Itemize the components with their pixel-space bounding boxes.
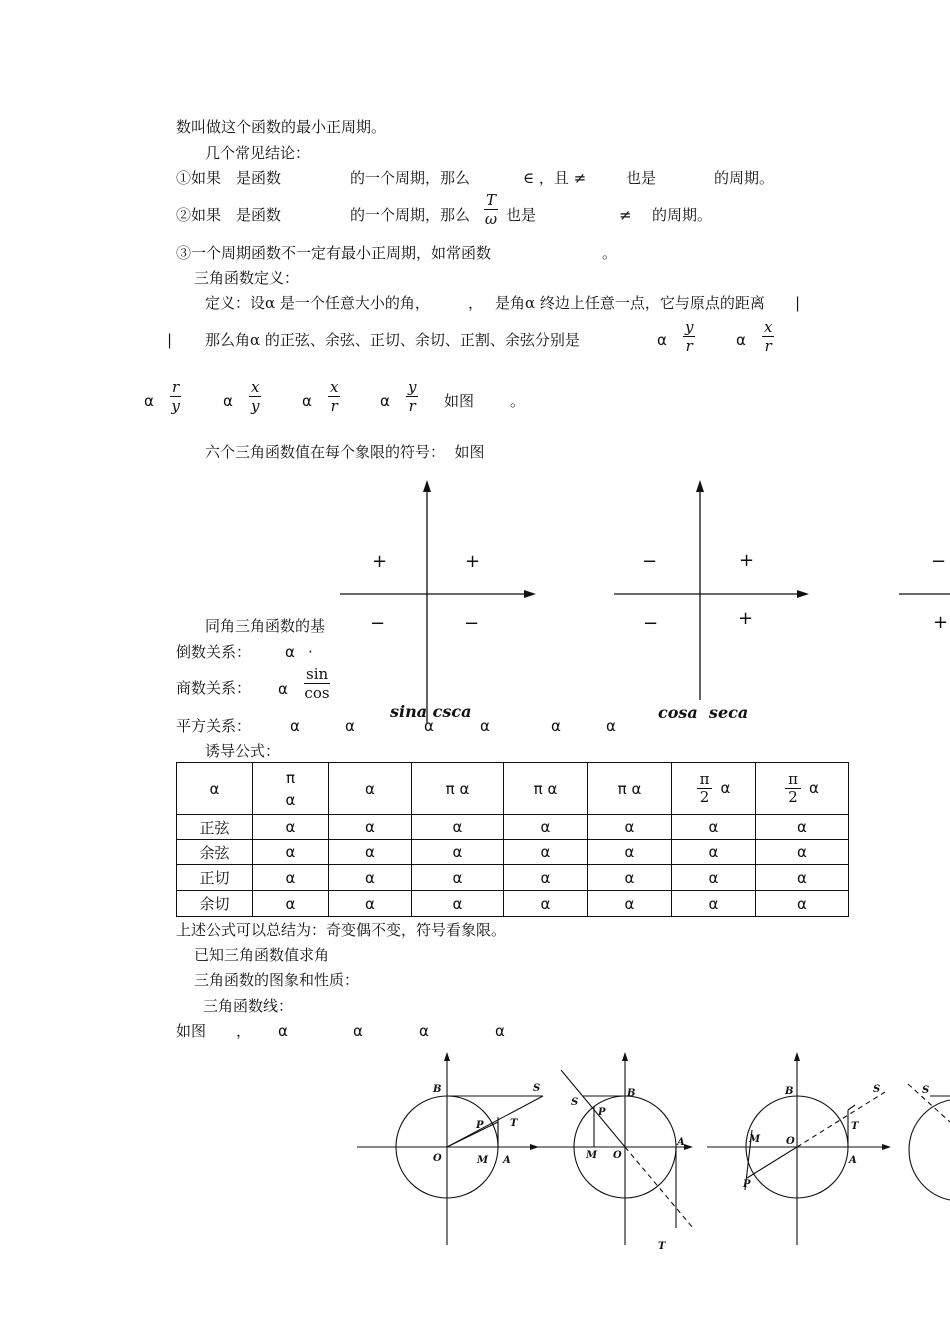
d3-label-S: S xyxy=(873,1084,881,1095)
chart1-q3-sign: − xyxy=(370,613,386,634)
table-cell: α xyxy=(504,891,588,917)
d1-label-O: O xyxy=(433,1153,442,1164)
d1-label-P: P xyxy=(476,1120,484,1131)
definition-a: 定义：设α 是一个任意大小的角， xyxy=(205,294,430,312)
conclusion-2-c: 也是 xyxy=(506,206,537,224)
d1-label-M: M xyxy=(477,1155,489,1166)
chart2-q4-sign: + xyxy=(738,608,754,629)
alpha-csc: α xyxy=(380,392,390,410)
definition-bar: | xyxy=(167,331,173,349)
trig-lines-figure: 如图 xyxy=(176,1022,207,1040)
table-header-cell: $\frac{\pi}{2}$ α xyxy=(756,763,849,815)
conclusion-1-c: ∈ ，且 ≠ xyxy=(523,169,587,187)
unit-circle-diagram-q1 xyxy=(355,1050,550,1250)
inverse-heading: 已知三角函数值求角 xyxy=(194,946,330,964)
conclusion-3-a: ③一个周期函数不一定有最小正周期，如常函数 xyxy=(176,244,492,262)
quadrant-chart-tan-cot xyxy=(895,478,950,728)
d2-label-T: T xyxy=(658,1241,666,1252)
d3-label-B: B xyxy=(785,1086,794,1097)
table-header-cell: α xyxy=(177,763,253,815)
quotient-relation: 商数关系： xyxy=(176,679,252,697)
square-alpha-3: α xyxy=(424,717,434,735)
chart3-q3-sign: + xyxy=(933,612,949,633)
chart2-q1-sign: + xyxy=(739,550,755,571)
table-row xyxy=(177,815,849,840)
table-cell: α xyxy=(253,865,329,891)
trig-lines-heading: 三角函数线： xyxy=(203,997,294,1015)
d2-label-A: A xyxy=(677,1137,685,1148)
see-figure: 如图 xyxy=(444,392,475,410)
chart1-q2-sign: + xyxy=(372,551,388,572)
d1-label-B: B xyxy=(433,1084,442,1095)
conclusion-2-b: 的一个周期，那么 xyxy=(350,206,471,224)
table-cell: α xyxy=(672,865,756,891)
table-header-cell: α xyxy=(329,763,412,815)
alpha-sec: α xyxy=(144,392,154,410)
definition-ratios: 那么角α 的正弦、余弦、正切、余切、正割、余弦分别是 xyxy=(205,331,580,349)
alpha-sin: α xyxy=(657,331,667,349)
conclusion-1-d: 也是 xyxy=(626,169,657,187)
frac-x-over-y: $\frac{x}{y}$ xyxy=(250,378,260,415)
row-label-cot: 余切 xyxy=(177,891,253,917)
square-alpha-2: α xyxy=(345,717,355,735)
table-cell: α xyxy=(588,891,672,917)
table-cell: α xyxy=(412,891,504,917)
square-alpha-5: α xyxy=(551,717,561,735)
table-row xyxy=(177,840,849,865)
conclusion-1-a: ①如果 是函数 xyxy=(176,169,282,187)
table-header-cell: π α xyxy=(588,763,672,815)
induction-formula-table xyxy=(176,762,849,917)
chart1-caption: sina csca xyxy=(390,702,472,721)
chart1-q1-sign: + xyxy=(465,551,481,572)
d2-label-S: S xyxy=(571,1097,579,1108)
chart2-q3-sign: − xyxy=(643,613,659,634)
square-alpha-6: α xyxy=(606,717,616,735)
table-cell: α xyxy=(672,891,756,917)
d2-label-M: M xyxy=(586,1150,598,1161)
chart3-q2-sign: − xyxy=(931,551,947,572)
square-alpha-1: α xyxy=(290,717,300,735)
d2-label-B: B xyxy=(627,1088,636,1099)
chart2-caption: cosa seca xyxy=(658,703,749,722)
trig-lines-alpha-1: α xyxy=(278,1022,288,1040)
frac-sin-over-cos: $\frac{\sin}{\cos}$ xyxy=(304,665,330,702)
trig-lines-alpha-3: α xyxy=(419,1022,429,1040)
conclusion-1-e: 的周期。 xyxy=(714,169,775,187)
line-min-period: 数叫做这个函数的最小正周期。 xyxy=(176,118,387,136)
table-cell: α xyxy=(412,865,504,891)
conclusion-2-e: 的周期。 xyxy=(652,206,713,224)
table-header-cell: π α xyxy=(253,763,329,815)
table-cell: α xyxy=(329,891,412,917)
table-cell: α xyxy=(504,815,588,840)
table-cell: α xyxy=(756,840,849,865)
frac-y-over-r-2: $\frac{y}{r}$ xyxy=(408,378,417,415)
table-cell: α xyxy=(253,840,329,865)
row-label-tan: 正切 xyxy=(177,865,253,891)
table-cell: α xyxy=(756,865,849,891)
alpha-tan: α xyxy=(302,392,312,410)
table-cell: α xyxy=(253,815,329,840)
see-figure-period: 。 xyxy=(510,392,526,410)
definition-c: 是角α 终边上任意一点，它与原点的距离 xyxy=(495,294,765,312)
square-alpha-4: α xyxy=(480,717,490,735)
conclusion-2-d: ≠ xyxy=(619,206,632,224)
d3-label-M: M xyxy=(749,1134,761,1145)
reciprocal-dot: · xyxy=(308,643,313,661)
conclusion-1-b: 的一个周期，那么 xyxy=(350,169,471,187)
quadrant-signs-heading: 六个三角函数值在每个象限的符号： 如图 xyxy=(205,443,485,461)
frac-x-over-r: $\frac{x}{r}$ xyxy=(764,318,773,355)
table-cell: α xyxy=(672,815,756,840)
line-conclusions-heading: 几个常见结论： xyxy=(205,144,311,162)
chart1-q4-sign: − xyxy=(464,613,480,634)
alpha-cos: α xyxy=(736,331,746,349)
definition-heading: 三角函数定义： xyxy=(194,269,300,287)
table-header-cell: π α xyxy=(412,763,504,815)
table-cell: α xyxy=(329,815,412,840)
reciprocal-alpha: α xyxy=(285,643,295,661)
d3-label-P: P xyxy=(743,1179,751,1190)
table-cell: α xyxy=(672,840,756,865)
quotient-alpha: α xyxy=(278,680,288,698)
chart2-q2-sign: − xyxy=(642,551,658,572)
alpha-cot: α xyxy=(223,392,233,410)
trig-lines-alpha-2: α xyxy=(353,1022,363,1040)
d4-label-S: S xyxy=(922,1085,930,1096)
frac-T-over-omega: $\frac{T}{\omega}$ xyxy=(484,191,498,228)
row-label-cos: 余弦 xyxy=(177,840,253,865)
table-header-cell: π α xyxy=(504,763,588,815)
table-row xyxy=(177,865,849,891)
d1-label-A: A xyxy=(503,1155,511,1166)
d1-label-S: S xyxy=(533,1083,541,1094)
conclusion-2-a: ②如果 是函数 xyxy=(176,206,282,224)
unit-circle-diagram-q4 xyxy=(900,1050,950,1250)
table-cell: α xyxy=(253,891,329,917)
table-cell: α xyxy=(504,865,588,891)
row-label-sin: 正弦 xyxy=(177,815,253,840)
frac-y-over-r: $\frac{y}{r}$ xyxy=(685,318,694,355)
table-cell: α xyxy=(756,815,849,840)
definition-d: | xyxy=(795,294,801,312)
trig-lines-alpha-4: α xyxy=(495,1022,505,1040)
table-cell: α xyxy=(412,840,504,865)
table-cell: α xyxy=(588,815,672,840)
frac-x-over-r-2: $\frac{x}{r}$ xyxy=(330,378,339,415)
trig-lines-comma: ， xyxy=(236,1022,252,1040)
table-cell: α xyxy=(329,840,412,865)
d3-label-T: T xyxy=(851,1121,859,1132)
quadrant-chart-sin-csc xyxy=(335,478,540,728)
quadrant-chart-cos-sec xyxy=(610,478,815,728)
mnemonic-summary: 上述公式可以总结为：奇变偶不变，符号看象限。 xyxy=(176,921,507,939)
frac-r-over-y: $\frac{r}{y}$ xyxy=(171,378,180,415)
table-cell: α xyxy=(588,865,672,891)
d1-label-T: T xyxy=(510,1118,518,1129)
d3-label-A: A xyxy=(849,1155,857,1166)
unit-circle-diagram-q3 xyxy=(705,1050,900,1250)
d3-label-O: O xyxy=(786,1136,795,1147)
graph-properties-heading: 三角函数的图象和性质： xyxy=(194,971,360,989)
d2-label-O: O xyxy=(613,1150,622,1161)
d2-label-P: P xyxy=(598,1107,606,1118)
table-cell: α xyxy=(756,891,849,917)
same-angle-heading: 同角三角函数的基 xyxy=(205,617,326,635)
definition-b: ， xyxy=(468,294,484,312)
induction-heading: 诱导公式： xyxy=(205,742,281,760)
conclusion-3-b: 。 xyxy=(602,244,618,262)
reciprocal-relation: 倒数关系： xyxy=(176,643,252,661)
square-relation: 平方关系： xyxy=(176,717,252,735)
table-header-cell: $\frac{\pi}{2}$ α xyxy=(672,763,756,815)
table-cell: α xyxy=(588,840,672,865)
table-cell: α xyxy=(412,815,504,840)
table-cell: α xyxy=(329,865,412,891)
table-cell: α xyxy=(504,840,588,865)
table-row xyxy=(177,891,849,917)
